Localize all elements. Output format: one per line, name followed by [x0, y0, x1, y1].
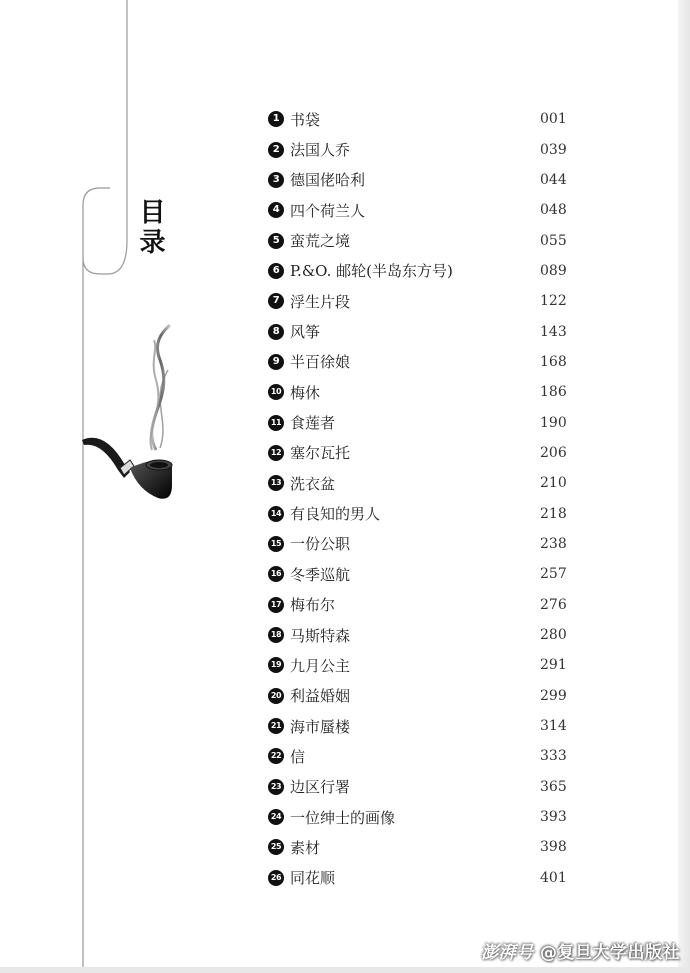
- chapter-title: 风筝: [290, 323, 321, 342]
- toc-entry[interactable]: [268, 165, 568, 195]
- toc-entry[interactable]: [268, 650, 568, 680]
- page-number: 048: [540, 202, 567, 219]
- page-number: 190: [540, 414, 567, 431]
- chapter-title: 书袋: [290, 110, 321, 129]
- toc-entry[interactable]: [268, 772, 568, 802]
- chapter-number-badge: 1: [268, 111, 284, 127]
- chapter-title: 浮生片段: [290, 292, 351, 311]
- chapter-title: 信: [290, 747, 306, 766]
- chapter-number-badge: 13: [268, 475, 284, 491]
- chapter-title: 洗衣盆: [290, 474, 336, 493]
- page-number: 333: [540, 748, 567, 765]
- page-bottom-strip: [0, 967, 690, 973]
- page-number: 168: [540, 353, 567, 370]
- chapter-number-badge: 14: [268, 506, 284, 522]
- page-number: 299: [540, 687, 567, 704]
- page-edge-shadow: [678, 0, 690, 973]
- chapter-title: 德国佬哈利: [290, 171, 366, 190]
- toc-entry[interactable]: [268, 256, 568, 286]
- chapter-title: 塞尔瓦托: [290, 444, 351, 463]
- page-number: 393: [540, 809, 567, 826]
- chapter-title: 一份公职: [290, 535, 351, 554]
- chapter-number-badge: 3: [268, 172, 284, 188]
- chapter-number-badge: 21: [268, 718, 284, 734]
- table-of-contents: [268, 104, 568, 893]
- page-number: 089: [540, 262, 567, 279]
- page-number: 291: [540, 657, 567, 674]
- chapter-title: 半百徐娘: [290, 353, 351, 372]
- page-number: 401: [540, 869, 567, 886]
- page-number: 206: [540, 444, 567, 461]
- watermark-account: @复旦大学出版社: [540, 943, 680, 963]
- chapter-number-badge: 19: [268, 657, 284, 673]
- chapter-number-badge: 12: [268, 445, 284, 461]
- toc-entry[interactable]: [268, 316, 568, 346]
- chapter-number-badge: 24: [268, 809, 284, 825]
- chapter-number-badge: 22: [268, 748, 284, 764]
- page-number: 238: [540, 535, 567, 552]
- chapter-number-badge: 15: [268, 536, 284, 552]
- chapter-number-badge: 4: [268, 202, 284, 218]
- chapter-title: 一位绅士的画像: [290, 808, 396, 827]
- toc-entry[interactable]: [268, 468, 568, 498]
- toc-entry[interactable]: [268, 377, 568, 407]
- toc-entry[interactable]: [268, 347, 568, 377]
- chapter-title: 梅休: [290, 383, 321, 402]
- chapter-number-badge: 26: [268, 870, 284, 886]
- watermark: [481, 938, 680, 963]
- page-number: 186: [540, 384, 567, 401]
- page-number: 122: [540, 293, 567, 310]
- page-number: 210: [540, 475, 567, 492]
- page-number: 044: [540, 171, 567, 188]
- chapter-title: 有良知的男人: [290, 505, 381, 524]
- toc-entry[interactable]: [268, 104, 568, 134]
- page-title: 目录: [135, 198, 165, 258]
- chapter-title: 边区行署: [290, 778, 351, 797]
- toc-entry[interactable]: [268, 681, 568, 711]
- chapter-title: 冬季巡航: [290, 565, 351, 584]
- chapter-title: 梅布尔: [290, 596, 336, 615]
- page-number: 055: [540, 232, 567, 249]
- page-number: 276: [540, 596, 567, 613]
- chapter-number-badge: 2: [268, 142, 284, 158]
- watermark-brand: 澎湃号: [481, 943, 534, 963]
- chapter-title: 马斯特森: [290, 626, 351, 645]
- page-number: 218: [540, 505, 567, 522]
- chapter-number-badge: 8: [268, 324, 284, 340]
- chapter-number-badge: 20: [268, 688, 284, 704]
- toc-entry[interactable]: [268, 498, 568, 528]
- toc-entry[interactable]: [268, 741, 568, 771]
- chapter-number-badge: 11: [268, 415, 284, 431]
- chapter-number-badge: 18: [268, 627, 284, 643]
- toc-entry[interactable]: [268, 438, 568, 468]
- toc-entry[interactable]: [268, 134, 568, 164]
- page-number: 398: [540, 839, 567, 856]
- chapter-number-badge: 16: [268, 566, 284, 582]
- chapter-title: 食莲者: [290, 414, 336, 433]
- chapter-title: 四个荷兰人: [290, 201, 366, 220]
- chapter-title: 法国人乔: [290, 141, 351, 160]
- page-number: 039: [540, 141, 567, 158]
- page-number: 001: [540, 111, 567, 128]
- toc-entry[interactable]: [268, 802, 568, 832]
- toc-entry[interactable]: [268, 590, 568, 620]
- page-number: 365: [540, 778, 567, 795]
- chapter-number-badge: 23: [268, 779, 284, 795]
- page-number: 314: [540, 718, 567, 735]
- toc-entry[interactable]: [268, 529, 568, 559]
- smoking-pipe-icon: [80, 320, 180, 510]
- chapter-number-badge: 6: [268, 263, 284, 279]
- chapter-title: 素材: [290, 838, 321, 857]
- chapter-number-badge: 25: [268, 839, 284, 855]
- toc-entry[interactable]: [268, 620, 568, 650]
- chapter-number-badge: 5: [268, 233, 284, 249]
- toc-entry[interactable]: [268, 286, 568, 316]
- page-number: 257: [540, 566, 567, 583]
- toc-entry[interactable]: [268, 195, 568, 225]
- toc-entry[interactable]: [268, 559, 568, 589]
- chapter-title: P.&O. 邮轮(半岛东方号): [290, 262, 453, 281]
- chapter-number-badge: 17: [268, 597, 284, 613]
- toc-entry[interactable]: [268, 407, 568, 437]
- page-number: 143: [540, 323, 567, 340]
- page-number: 280: [540, 627, 567, 644]
- toc-entry[interactable]: [268, 711, 568, 741]
- chapter-number-badge: 10: [268, 384, 284, 400]
- chapter-number-badge: 9: [268, 354, 284, 370]
- chapter-title: 蛮荒之境: [290, 232, 351, 251]
- chapter-title: 九月公主: [290, 656, 351, 675]
- toc-entry[interactable]: [268, 225, 568, 255]
- toc-entry[interactable]: [268, 863, 568, 893]
- chapter-title: 海市蜃楼: [290, 717, 351, 736]
- chapter-title: 利益婚姻: [290, 687, 351, 706]
- chapter-title: 同花顺: [290, 869, 336, 888]
- toc-entry[interactable]: [268, 832, 568, 862]
- chapter-number-badge: 7: [268, 293, 284, 309]
